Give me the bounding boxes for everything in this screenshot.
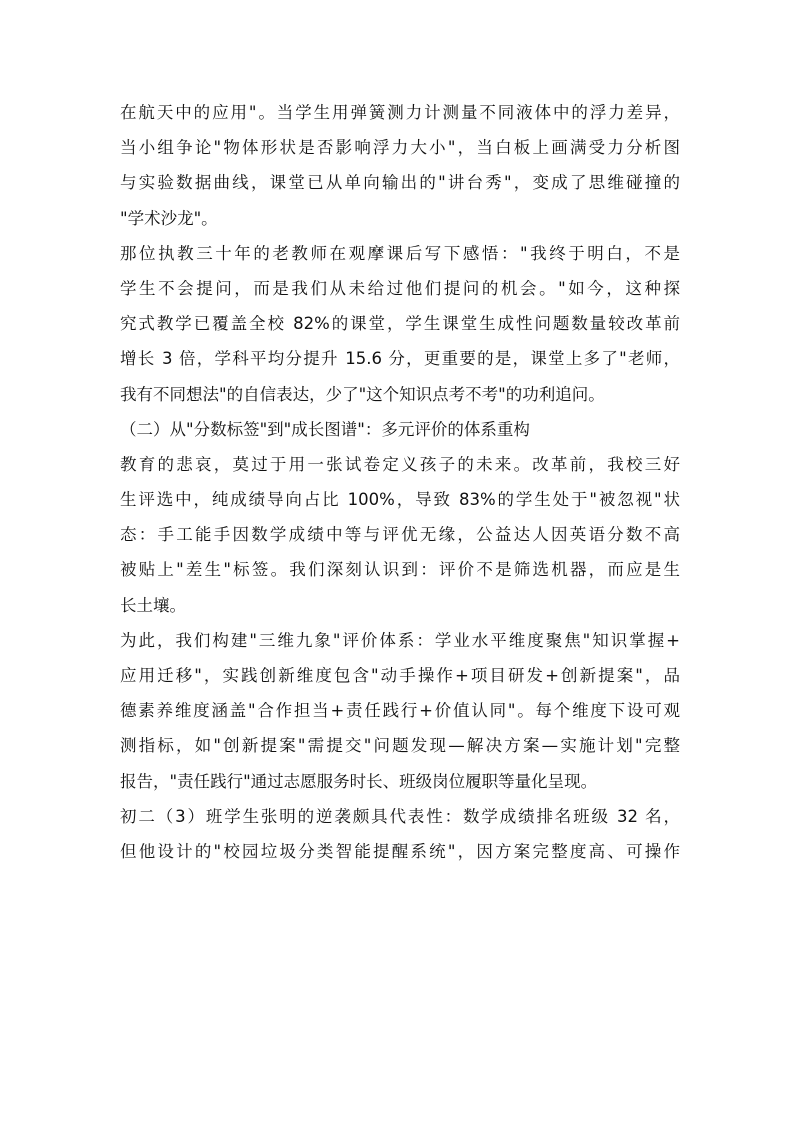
text-line: 我有不同想法"的自信表达，少了"这个知识点考不考"的功利追问。 xyxy=(120,384,605,404)
text-line: 被贴上"差生"标签。我们深刻认识到：评价不是筛选机器，而应是生 xyxy=(120,560,680,580)
text-line: 当小组争论"物体形状是否影响浮力大小"，当白板上画满受力分析图 xyxy=(120,138,680,158)
text-line: 态：手工能手因数学成绩中等与评优无缘，公益达人因英语分数不高 xyxy=(120,525,680,545)
text-line: 生评选中，纯成绩导向占比 100%，导致 83%的学生处于"被忽视"状 xyxy=(120,490,680,510)
text-line: 测指标，如"创新提案"需提交"问题发现—解决方案—实施计划"完整 xyxy=(120,736,680,756)
text-line: 但他设计的"校园垃圾分类智能提醒系统"，因方案完整度高、可操作 xyxy=(120,841,680,861)
section-heading: （二）从"分数标签"到"成长图谱"：多元评价的体系重构 xyxy=(120,419,530,439)
text-line: 教育的悲哀，莫过于用一张试卷定义孩子的未来。改革前，我校三好 xyxy=(120,454,680,474)
text-line: 长土壤。 xyxy=(120,595,186,615)
text-line: 初二（3）班学生张明的逆袭颇具代表性：数学成绩排名班级 32 名， xyxy=(120,806,680,826)
text-line: 增长 3 倍，学科平均分提升 15.6 分，更重要的是，课堂上多了"老师， xyxy=(120,349,680,369)
text-line: 究式教学已覆盖全校 82%的课堂，学生课堂生成性问题数量较改革前 xyxy=(120,314,680,334)
text-line: 报告，"责任践行"通过志愿服务时长、班级岗位履职等量化呈现。 xyxy=(120,771,598,791)
text-line: 德素养维度涵盖"合作担当+责任践行+价值认同"。每个维度下设可观 xyxy=(120,701,680,721)
text-line: 学生不会提问，而是我们从未给过他们提问的机会。"如今，这种探 xyxy=(120,278,680,298)
text-line: 在航天中的应用"。当学生用弹簧测力计测量不同液体中的浮力差异， xyxy=(120,103,680,122)
text-line: "学术沙龙"。 xyxy=(120,208,218,228)
text-line: 应用迁移"，实践创新维度包含"动手操作+项目研发+创新提案"，品 xyxy=(120,666,680,685)
text-line: 与实验数据曲线，课堂已从单向输出的"讲台秀"，变成了思维碰撞的 xyxy=(120,173,680,193)
body-text xyxy=(120,95,680,869)
text-line: 那位执教三十年的老教师在观摩课后写下感悟："我终于明白，不是 xyxy=(120,243,680,263)
text-line: 为此，我们构建"三维九象"评价体系：学业水平维度聚焦"知识掌握+ xyxy=(120,630,680,650)
